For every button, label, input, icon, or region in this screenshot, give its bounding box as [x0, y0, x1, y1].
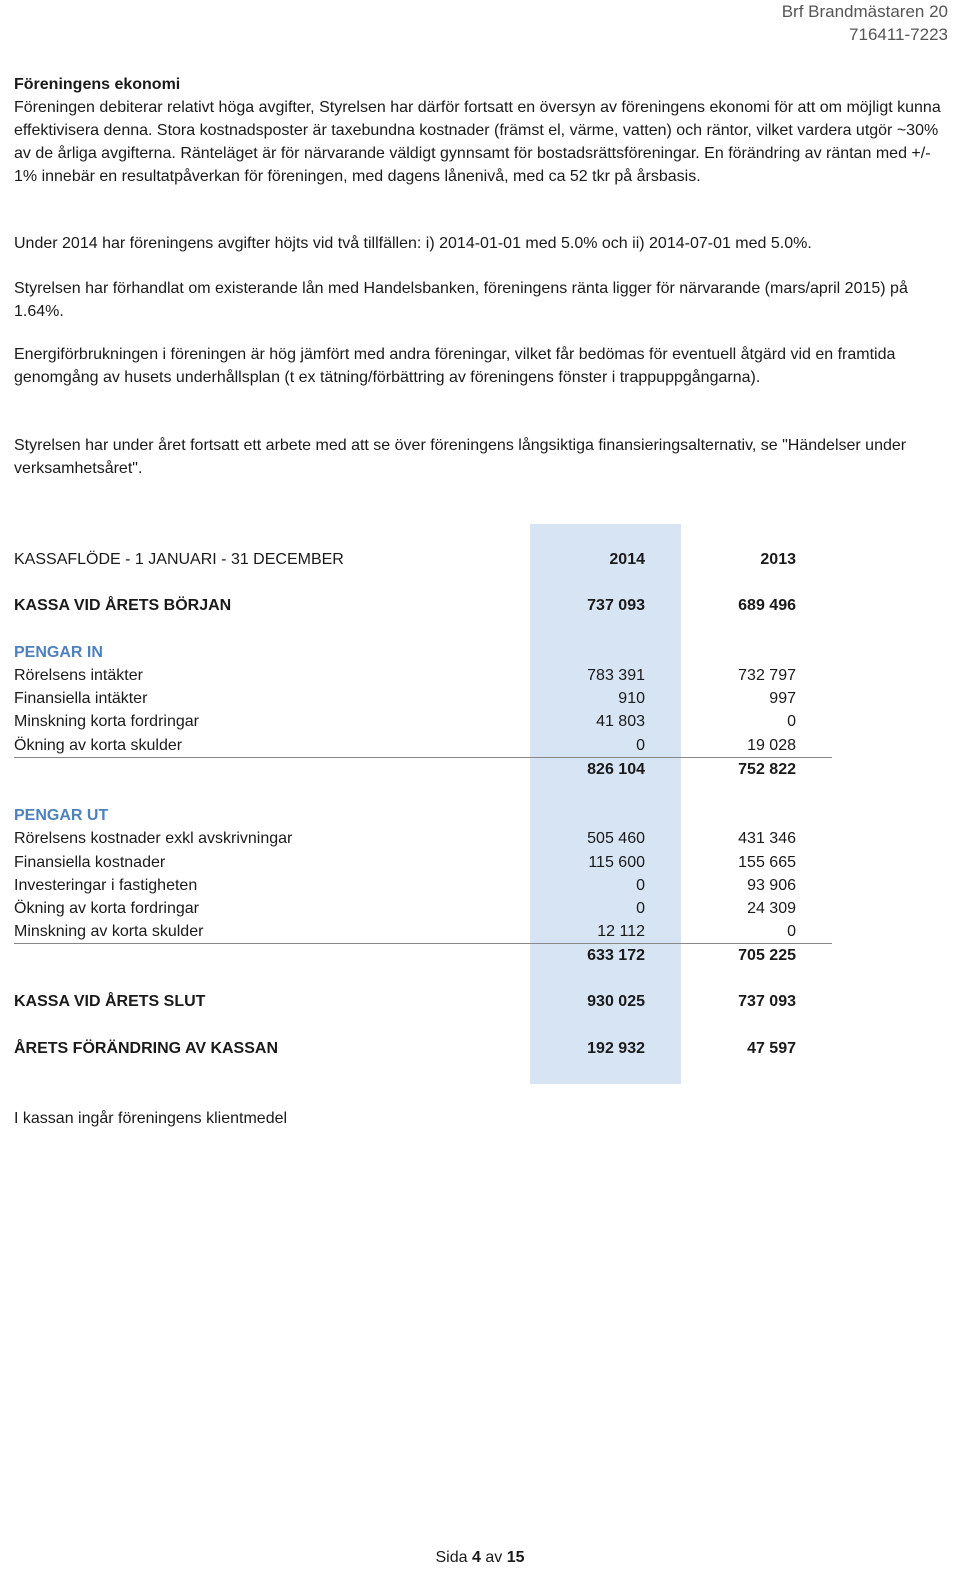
of-word: av	[485, 1549, 503, 1566]
economy-paragraph: Föreningen debiterar relativt höga avgifter, Styrelsen har därför fortsatt en översyn av föreningens ekonomi för att om möjligt kunna effektivisera denna. Stora kostnadsposter är taxebundna kostnader (främst el, värme, vatten) och räntor, vilket vardera utgör ~30% av de årliga avgifterna. Ränteläget är för närvarande väldigt gynnsamt för bostadsrättsföreningar. En förändring av räntan med +/- 1% innebär en resultatpåverkan för föreningen, med dagens lånenivå, med ca 52 tkr på årsbasis.	[14, 99, 941, 185]
value-2014: 0	[636, 737, 645, 754]
expense-total-row	[14, 944, 834, 967]
value-2014: 192 932	[587, 1040, 645, 1057]
row-label: Rörelsens intäkter	[14, 667, 143, 684]
value-2014: 930 025	[587, 993, 645, 1010]
value-2014: 115 600	[588, 854, 645, 871]
row-label: ÅRETS FÖRÄNDRING AV KASSAN	[14, 1040, 279, 1057]
income-total-row	[14, 758, 834, 781]
section-label: PENGAR UT	[14, 807, 109, 824]
year-2014-header: 2014	[609, 551, 645, 568]
table-row	[14, 710, 834, 733]
table-row	[14, 687, 834, 710]
value-2013: 19 028	[747, 737, 796, 754]
value-2013: 737 093	[738, 993, 796, 1010]
value-2014: 737 093	[587, 597, 645, 614]
organisation-number: 716411-7223	[849, 25, 948, 44]
value-2013: 431 346	[738, 830, 796, 847]
value-2013: 705 225	[738, 947, 796, 964]
value-2013: 689 496	[738, 597, 796, 614]
association-name: Brf Brandmästaren 20	[781, 2, 948, 21]
row-label: Minskning korta fordringar	[14, 713, 199, 730]
page-number: 4	[471, 1549, 481, 1566]
table-row	[14, 851, 834, 874]
value-2013: 752 822	[738, 761, 796, 778]
value-2013: 0	[787, 923, 796, 940]
page-word: Sida	[435, 1549, 468, 1566]
table-row	[14, 664, 834, 687]
table-header-row	[14, 548, 834, 571]
energy-paragraph: Energiförbrukningen i föreningen är hög jämfört med andra föreningar, vilket får bedömas för eventuell åtgärd vid en framtida genomgång av husets underhållsplan (t ex tätning/förbättring av föreningens fönster i trappuppgångarna).	[14, 346, 896, 386]
value-2013: 732 797	[738, 667, 796, 684]
row-label: Ökning av korta fordringar	[14, 900, 199, 917]
value-2013: 47 597	[747, 1040, 796, 1057]
value-2014: 826 104	[587, 761, 645, 778]
economy-section	[14, 73, 944, 188]
value-2013: 93 906	[747, 877, 796, 894]
value-2013: 24 309	[747, 900, 796, 917]
client-funds-note: I kassan ingår föreningens klientmedel	[14, 1110, 288, 1127]
cash-change-row	[14, 1037, 834, 1060]
row-label: Investeringar i fastigheten	[14, 877, 198, 894]
page-total: 15	[506, 1549, 525, 1566]
section-title: Föreningens ekonomi	[14, 76, 181, 93]
value-2014: 633 172	[587, 947, 645, 964]
cashflow-title: KASSAFLÖDE - 1 JANUARI - 31 DECEMBER	[14, 551, 344, 568]
income-section-header	[14, 641, 834, 664]
value-2014: 0	[636, 877, 645, 894]
value-2014: 910	[618, 690, 645, 707]
opening-balance-row	[14, 594, 834, 617]
table-row	[14, 920, 834, 943]
row-label: Finansiella intäkter	[14, 690, 148, 707]
value-2014: 41 803	[596, 713, 645, 730]
table-row	[14, 874, 834, 897]
value-2014: 12 112	[597, 923, 645, 940]
row-label: Ökning av korta skulder	[14, 737, 183, 754]
value-2013: 0	[787, 713, 796, 730]
loan-paragraph: Styrelsen har förhandlat om existerande lån med Handelsbanken, föreningens ränta ligger för närvarande (mars/april 2015) på 1.64%.	[14, 280, 908, 320]
value-2013: 155 665	[738, 854, 796, 871]
page-footer	[0, 1547, 960, 1569]
expense-section-header	[14, 804, 834, 827]
row-label: Rörelsens kostnader exkl avskrivningar	[14, 830, 293, 847]
document-header	[782, 0, 948, 46]
year-2013-header: 2013	[760, 551, 796, 568]
fee-increase-paragraph: Under 2014 har föreningens avgifter höjts vid två tillfällen: i) 2014-01-01 med 5.0% och ii) 2014-07-01 med 5.0%.	[14, 235, 812, 252]
financing-paragraph: Styrelsen har under året fortsatt ett arbete med att se över föreningens långsiktiga finansieringsalternativ, se "Händelser under verksamhetsåret".	[14, 437, 907, 477]
value-2014: 505 460	[587, 830, 645, 847]
value-2013: 997	[769, 690, 796, 707]
row-label: Finansiella kostnader	[14, 854, 166, 871]
table-row	[14, 734, 834, 757]
table-row	[14, 897, 834, 920]
row-label: Minskning av korta skulder	[14, 923, 204, 940]
table-row	[14, 827, 834, 850]
value-2014: 783 391	[587, 667, 645, 684]
closing-balance-row	[14, 990, 834, 1013]
row-label: KASSA VID ÅRETS SLUT	[14, 993, 206, 1010]
section-label: PENGAR IN	[14, 644, 103, 661]
row-label: KASSA VID ÅRETS BÖRJAN	[14, 597, 232, 614]
value-2014: 0	[636, 900, 645, 917]
